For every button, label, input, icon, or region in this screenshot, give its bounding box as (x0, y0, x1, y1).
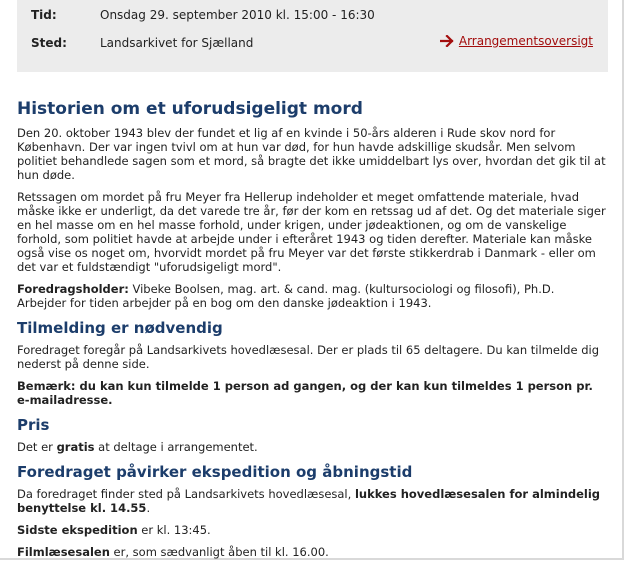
article-title: Historien om et uforudsigeligt mord (17, 99, 363, 119)
impact-p1-bold: lukkes hovedlæsesalen for almindelig benyttelse kl. 14.55 (17, 487, 601, 515)
last-dispatch-text: er kl. 13:45. (137, 523, 211, 537)
time-label: Tid: (31, 8, 57, 22)
impact-paragraph-2 (17, 523, 607, 537)
registration-heading: Tilmelding er nødvendig (17, 319, 223, 337)
event-overview-link-label: Arrangementsoversigt (458, 34, 593, 48)
price-heading: Pris (17, 416, 50, 434)
place-value: Landsarkivet for Sjælland (100, 36, 254, 50)
article-content (17, 98, 607, 567)
time-value: Onsdag 29. september 2010 kl. 15:00 - 16:30 (100, 8, 375, 22)
arrow-right-icon (440, 35, 454, 47)
price-text-post: at deltage i arrangementet. (94, 440, 258, 454)
event-overview-link[interactable] (440, 34, 593, 48)
place-label: Sted: (31, 36, 67, 50)
impact-paragraph-3 (17, 545, 607, 559)
place-row (17, 34, 608, 54)
price-text-pre: Det er (17, 440, 57, 454)
price-text (17, 440, 607, 454)
speaker-paragraph (17, 282, 607, 310)
impact-heading: Foredraget påvirker ekspedition og åbningstid (17, 463, 413, 481)
impact-p1-pre: Da foredraget finder sted på Landsarkivets hovedlæsesal, (17, 487, 355, 501)
last-dispatch-label: Sidste ekspedition (17, 523, 138, 537)
registration-note-bold: Bemærk: du kan kun tilmelde 1 person ad gangen, og der kan kun tilmeldes 1 person pr. e-mailadresse. (17, 379, 593, 407)
speaker-text: Vibeke Boolsen, mag. art. & cand. mag. (kultursociologi og filosofi), Ph.D. Arbejder for tiden arbejder på en bog om den danske jødeaktion i 1943. (17, 282, 555, 310)
time-row (17, 6, 608, 26)
impact-paragraph-1 (17, 487, 607, 515)
article-body: Retssagen om mordet på fru Meyer fra Hellerup indeholder et meget omfattende materiale, hvad måske ikke er underligt, da det varede tre år, før der kom en retssag ud af det. Og det materiale siger en hel masse om en hel masse forhold, under krigen, under jødeaktionen, og om de vanskelige forhold, som politiet havde at arbejde under i efteråret 1943 og tiden derefter. Materiale kan måske også vise os noget om, hvorvidt mordet på fru Meyer var det første stikkerdrab i Danmark - eller om det var et fuldstændigt "uforudsigeligt mord". (17, 190, 606, 274)
impact-p1-post: . (146, 501, 151, 515)
article-intro: Den 20. oktober 1943 blev der fundet et lig af en kvinde i 50-års alderen i Rude skov nord for København. Der var ingen tvivl om at hun var død, for hun havde adskillige skudsår. Men selvom politiet behandlede sagen som et mord, så bragte det ikke umiddelbart lys over, hvordan det gik til at hun døde. (17, 126, 606, 182)
price-free: gratis (56, 440, 95, 454)
registration-text: Foredraget foregår på Landsarkivets hovedlæsesal. Der er plads til 65 deltagere. Du kan tilmelde dig nederst på denne side. (17, 343, 599, 371)
registration-note (17, 379, 607, 407)
film-room-label: Filmlæsesalen (17, 545, 110, 559)
speaker-label: Foredragsholder: (17, 282, 129, 296)
event-info-box (17, 0, 608, 72)
film-room-text: er, som sædvanligt åben til kl. 16.00. (109, 545, 329, 559)
